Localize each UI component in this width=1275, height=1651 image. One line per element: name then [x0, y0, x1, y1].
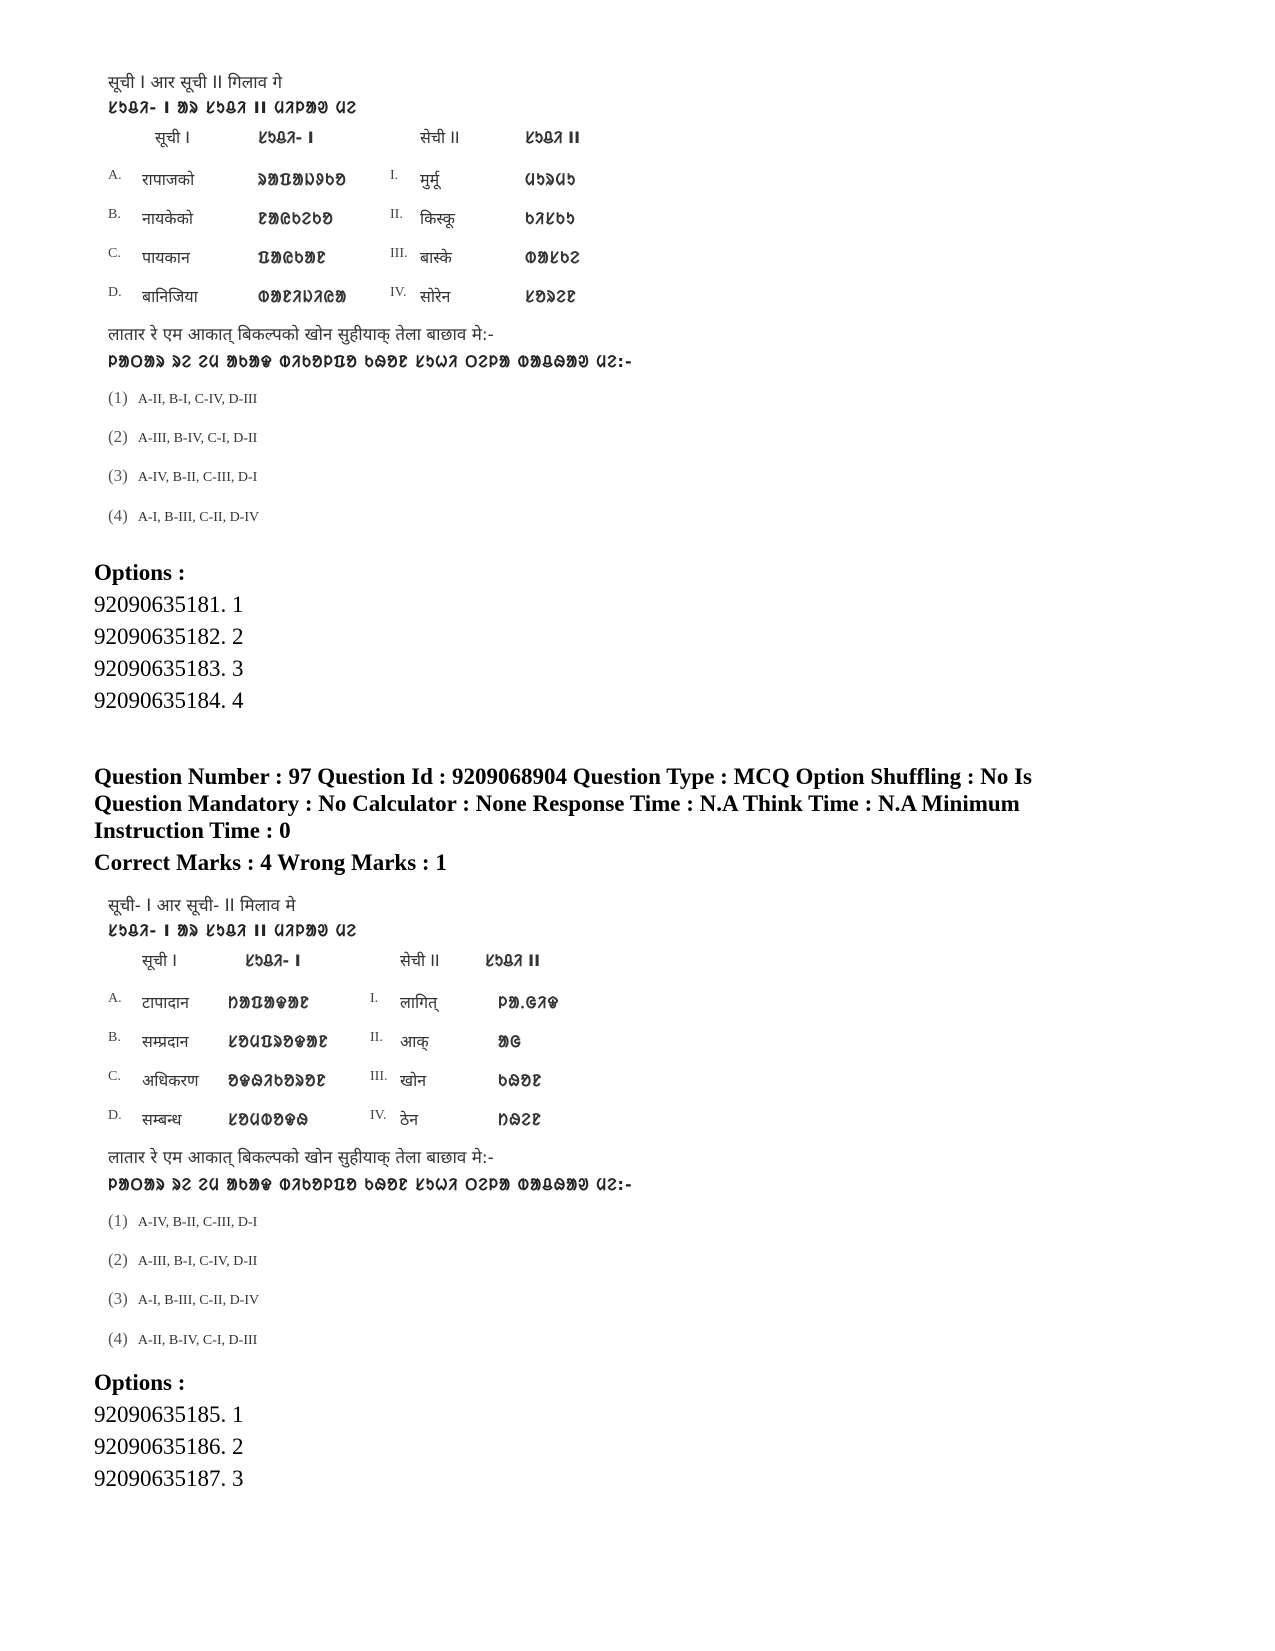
list2-item: बास्के: [420, 248, 452, 267]
col-header-list2: सेची II: [400, 951, 440, 970]
row-key2: II.: [390, 207, 403, 222]
answer-option: [108, 388, 257, 408]
list1-item-olchiki: ᱵᱟᱱᱤᱡᱤᱭᱟ: [258, 287, 348, 306]
question-marks: [94, 849, 1194, 876]
option-text: A-III, B-I, C-IV, D-II: [137, 1254, 258, 1269]
list2-item-olchiki: ᱥᱚᱨᱮᱱ: [525, 287, 577, 306]
table-row: [100, 246, 620, 276]
row-key2: I.: [370, 991, 379, 1006]
row-key: D.: [108, 285, 122, 300]
option-text: A-II, B-I, C-IV, D-III: [137, 392, 258, 407]
col-header-list1: सूची I: [142, 951, 177, 970]
list2-item-olchiki: ᱟᱜ: [498, 1032, 522, 1051]
option-id-item: 92090635181. 1: [94, 592, 244, 617]
list1-item-olchiki: ᱥᱚᱢᱯᱨᱚᱫᱟᱱ: [228, 1032, 329, 1051]
row-key: C.: [108, 246, 121, 261]
list1-item: नायकेको: [142, 209, 194, 228]
answer-option: [108, 506, 259, 526]
col-header-list1: सूची I: [155, 128, 190, 147]
table-header: [100, 949, 620, 979]
instruction-devanagari: सूची I आर सूची II गिलाव गे: [108, 73, 283, 93]
option-text: A-I, B-III, C-II, D-IV: [137, 1293, 260, 1308]
option-number: (4): [108, 1329, 128, 1348]
question-meta-line: Instruction Time : 0: [94, 818, 291, 843]
list1-item: रापाजको: [142, 170, 195, 189]
list2-item-olchiki: ᱞᱟᱹᱜᱤᱫ: [498, 993, 560, 1012]
list2-item: ठेन: [400, 1110, 419, 1129]
row-key2: I.: [390, 168, 399, 183]
table-header: [100, 126, 620, 156]
instruction-olchiki: ᱥᱩᱪᱤ- I ᱟᱨ ᱥᱩᱪᱤ II ᱢᱤᱞᱟᱣ ᱢᱮ: [108, 921, 357, 940]
list2-item: मुर्मू: [420, 170, 440, 189]
list1-item: बानिजिया: [142, 287, 198, 306]
list1-item-olchiki: ᱨᱟᱯᱟᱡᱽᱠᱚ: [258, 170, 347, 189]
option-number: (4): [108, 506, 128, 525]
option-text: A-IV, B-II, C-III, D-I: [137, 470, 258, 485]
options-heading: Options :: [94, 560, 186, 585]
list2-item-olchiki: ᱵᱟᱥᱠᱮ: [525, 248, 581, 267]
row-key: A.: [108, 991, 122, 1006]
prompt-devanagari: लातार रे एम आकात् बिकल्पको खोन सुहीयाक् तेला बाछाव मे:-: [108, 1148, 494, 1168]
instruction-olchiki: ᱥᱩᱪᱤ- I ᱟᱨ ᱥᱩᱪᱤ II ᱢᱤᱞᱟᱣ ᱢᱮ: [108, 98, 357, 117]
row-key: D.: [108, 1108, 122, 1123]
list1-item: अधिकरण: [142, 1071, 199, 1090]
option-number: (3): [108, 1289, 128, 1308]
option-number: (2): [108, 427, 128, 446]
list2-item: खोन: [400, 1071, 427, 1090]
answer-option: [108, 1250, 257, 1270]
option-id-item: 92090635185. 1: [94, 1402, 244, 1427]
table-row: [100, 1108, 620, 1138]
col-header-list2-olchiki: ᱥᱩᱪᱤ II: [525, 128, 581, 147]
option-id-item: 92090635186. 2: [94, 1434, 244, 1459]
table-row: [100, 1030, 620, 1060]
option-number: (1): [108, 388, 128, 407]
list2-item-olchiki: ᱠᱷᱚᱱ: [498, 1071, 543, 1090]
option-number: (3): [108, 466, 128, 485]
option-text: A-IV, B-II, C-III, D-I: [137, 1215, 258, 1230]
option-text: A-II, B-IV, C-I, D-III: [137, 1333, 258, 1348]
question-meta-line: Question Number : 97 Question Id : 9209068904 Question Type : MCQ Option Shuffling : No Is: [94, 764, 1033, 789]
table-row: [100, 991, 620, 1021]
option-text: A-I, B-III, C-II, D-IV: [137, 510, 260, 525]
option-text: A-III, B-IV, C-I, D-II: [137, 431, 258, 446]
table-row: [100, 285, 620, 315]
list2-item: सोरेन: [420, 287, 451, 306]
row-key: C.: [108, 1069, 121, 1084]
row-key: B.: [108, 1030, 121, 1045]
prompt-devanagari: लातार रे एम आकात् बिकल्पको खोन सुहीयाक् तेला बाछाव मे:-: [108, 325, 494, 345]
list1-item: टापादान: [142, 993, 189, 1012]
row-key: B.: [108, 207, 121, 222]
list1-item: पायकान: [142, 248, 190, 267]
options-heading: Options :: [94, 1370, 186, 1395]
col-header-list1-olchiki: ᱥᱩᱪᱤ- I: [245, 951, 301, 970]
options-block-2: [94, 1367, 244, 1495]
list2-item-olchiki: ᱴᱷᱮᱱ: [498, 1110, 542, 1129]
prompt-olchiki: ᱞᱟᱛᱟᱨ ᱨᱮ ᱮᱢ ᱟᱠᱟᱫ ᱵᱤᱠᱚᱞᱯᱚ ᱠᱷᱚᱱ ᱥᱩᱦᱤ ᱛᱮᱞᱟ ᱵᱟᱪᱷᱟᱣ ᱢᱮ:-: [108, 1175, 633, 1194]
answer-option: [108, 1329, 257, 1349]
question-meta-line: Question Mandatory : No Calculator : None Response Time : N.A Think Time : N.A Minimum: [94, 791, 1020, 816]
list1-item-olchiki: ᱴᱟᱯᱟᱫᱟᱱ: [228, 993, 310, 1012]
option-number: (1): [108, 1211, 128, 1230]
list2-item-olchiki: ᱢᱩᱨᱢᱩ: [525, 170, 577, 189]
option-number: (2): [108, 1250, 128, 1269]
instruction-devanagari: सूची- I आर सूची- II मिलाव मे: [108, 896, 296, 916]
list1-item: सम्बन्ध: [142, 1110, 182, 1129]
question-meta: [94, 763, 1194, 844]
list1-item-olchiki: ᱱᱟᱭᱠᱮᱠᱚ: [258, 209, 334, 228]
col-header-list2-olchiki: ᱥᱩᱪᱤ II: [485, 951, 541, 970]
col-header-list2: सेची II: [420, 128, 460, 147]
table-row: [100, 1069, 620, 1099]
option-id-item: 92090635184. 4: [94, 688, 244, 713]
marks-line: Correct Marks : 4 Wrong Marks : 1: [94, 850, 447, 875]
options-block-1: [94, 557, 244, 717]
list2-item-olchiki: ᱠᱤᱥᱠᱩ: [525, 209, 576, 228]
row-key2: II.: [370, 1030, 383, 1045]
table-row: [100, 207, 620, 237]
list1-item-olchiki: ᱚᱫᱷᱤᱠᱚᱨᱚᱱ: [228, 1071, 327, 1090]
list2-item: आक्: [400, 1032, 429, 1051]
list1-item: सम्प्रदान: [142, 1032, 189, 1051]
prompt-olchiki: ᱞᱟᱛᱟᱨ ᱨᱮ ᱮᱢ ᱟᱠᱟᱫ ᱵᱤᱠᱚᱞᱯᱚ ᱠᱷᱚᱱ ᱥᱩᱦᱤ ᱛᱮᱞᱟ ᱵᱟᱪᱷᱟᱣ ᱢᱮ:-: [108, 352, 633, 371]
answer-option: [108, 1211, 257, 1231]
list2-item: लागित्: [400, 993, 438, 1012]
row-key2: III.: [370, 1069, 388, 1084]
list2-item: किस्कू: [420, 209, 455, 228]
option-id-item: 92090635182. 2: [94, 624, 244, 649]
row-key2: III.: [390, 246, 408, 261]
answer-option: [108, 466, 257, 486]
answer-option: [108, 427, 257, 447]
row-key2: IV.: [370, 1108, 387, 1123]
option-id-item: 92090635187. 3: [94, 1466, 244, 1491]
list1-item-olchiki: ᱯᱟᱭᱠᱟᱱ: [258, 248, 327, 267]
option-id-item: 92090635183. 3: [94, 656, 244, 681]
list1-item-olchiki: ᱥᱚᱢᱵᱚᱫᱷ: [228, 1110, 310, 1129]
row-key2: IV.: [390, 285, 407, 300]
table-row: [100, 168, 620, 198]
col-header-list1-olchiki: ᱥᱩᱪᱤ- I: [258, 128, 314, 147]
answer-option: [108, 1289, 259, 1309]
row-key: A.: [108, 168, 122, 183]
